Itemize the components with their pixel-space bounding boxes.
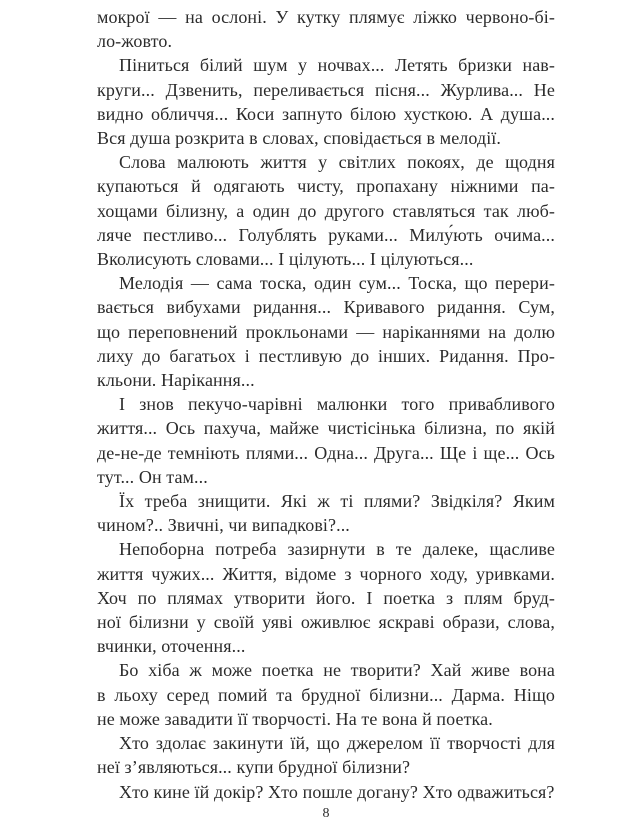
text-line: Слова малюють життя у світлих покоях, де щодня	[119, 152, 555, 173]
paragraph	[97, 271, 555, 392]
paragraph	[97, 150, 555, 271]
text-line: Хто кине їй докір? Хто пошле догану? Хто одважиться?	[119, 781, 555, 802]
text-line: хощами білизну, а один до другого ставляться так люб-	[97, 200, 555, 221]
page-number: 8	[322, 806, 330, 821]
text-line: Мелодія — сама тоска, один сум... Тоска, що перери-	[119, 273, 555, 294]
text-line: Вколисують словами... І цілують... І цілуються...	[97, 249, 474, 270]
paragraph	[97, 537, 555, 658]
page-text	[97, 5, 555, 804]
text-line: життя чужих... Життя, відоме з чорного ходу, уривками.	[97, 563, 555, 584]
text-line: вається вибухами ридання... Кривавого ридання. Сум,	[97, 297, 555, 318]
text-line: неї з’являються... купи брудної білизни?	[97, 757, 411, 778]
text-line: Непоборна потреба зазирнути в те далеке, щасливе	[119, 539, 555, 560]
text-line: Піниться білий шум у ночвах... Летять бризки нав-	[119, 55, 555, 76]
text-line: тут... Он там...	[97, 466, 208, 487]
text-line: де-не-де темніють плями... Одна... Друга... Ще і ще... Ось	[97, 442, 555, 463]
text-line: Хто здолає закинути їй, що джерелом її творчості для	[119, 733, 555, 754]
text-line: життя... Ось пахуча, майже чистісінька білизна, по якій	[97, 418, 555, 439]
paragraph	[97, 392, 555, 489]
text-line: вчинки, оточення...	[97, 636, 246, 657]
text-line: лиху до багатьох і пестливую до інших. Ридання. Про-	[97, 345, 555, 366]
text-line: не може завадити її творчості. На те вона й поетка.	[97, 708, 493, 729]
text-line: мокрої — на ослоні. У кутку плямує ліжко червоно-бі-	[97, 7, 555, 27]
text-line: ної білизни у своїй уяві оживлює яскраві образи, слова,	[97, 612, 555, 633]
text-line: Вся душа розкрита в словах, сповідається в мелодії.	[97, 128, 502, 149]
text-line: ло-жовто.	[97, 31, 173, 52]
text-line: круги... Дзвенить, переливається пісня... Журлива... Не	[97, 79, 555, 100]
paragraph	[97, 5, 555, 53]
text-line: видно обличчя... Коси запнуто білою хусткою. А душа...	[97, 103, 555, 124]
text-line: чином?.. Звичні, чи випадкові?...	[97, 515, 350, 536]
text-line: ляче пестливо... Голублять руками... Милу́ють очима...	[97, 224, 555, 245]
text-line: купаються й одягають чисту, пропахану ніжними па-	[97, 176, 555, 197]
text-line: кльони. Нарікання...	[97, 370, 255, 391]
paragraph	[97, 731, 555, 779]
paragraph	[97, 780, 555, 804]
text-line: Бо хіба ж може поетка не творити? Хай живе вона	[119, 660, 555, 681]
paragraph	[97, 489, 555, 537]
text-line: І знов пекучо-чарівні малюнки того привабливого	[119, 394, 555, 415]
text-line: Їх треба знищити. Які ж ті плями? Звідкіля? Яким	[119, 491, 555, 512]
paragraph	[97, 658, 555, 731]
text-line: в льоху серед помий та брудної білизни... Дарма. Ніщо	[97, 684, 555, 705]
text-line: що переповнений прокльонами — наріканнями на долю	[97, 321, 555, 342]
text-line: Хоч по плямах утворити його. І поетка з плям бруд-	[97, 587, 555, 608]
paragraph	[97, 53, 555, 150]
